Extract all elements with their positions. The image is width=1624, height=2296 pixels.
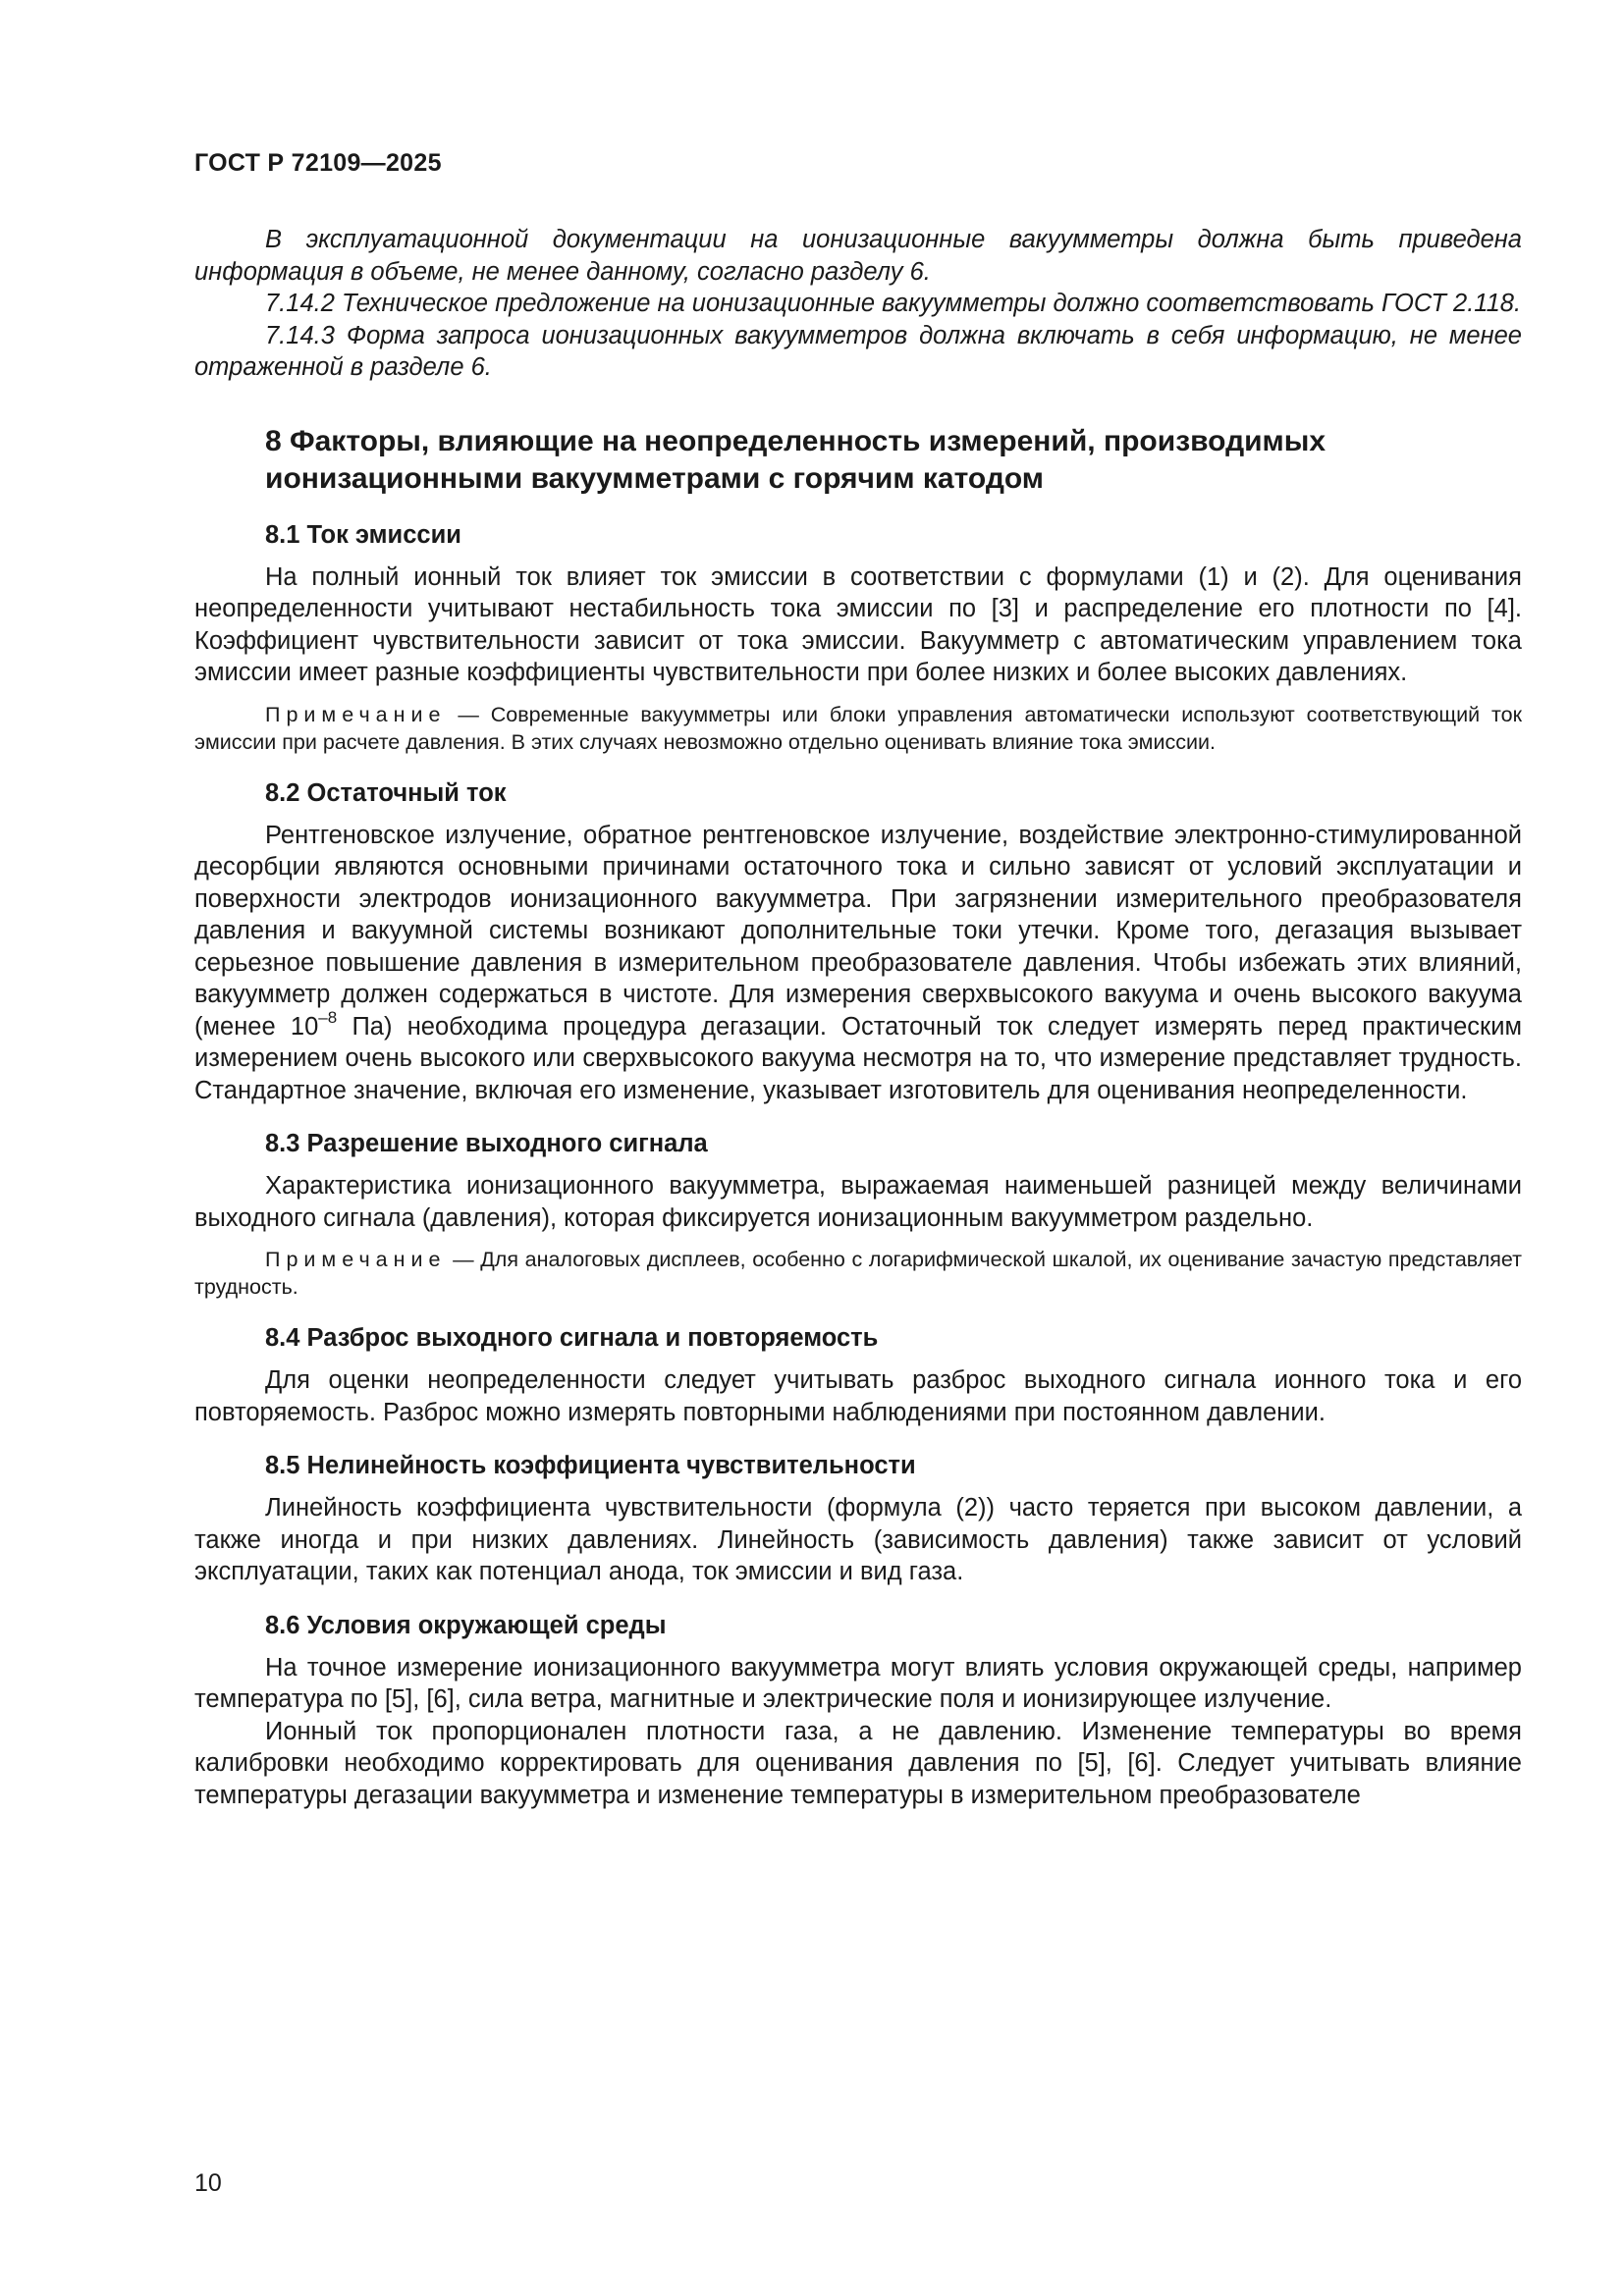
subsection-8-2-paragraph: [194, 820, 1522, 1107]
subsection-8-6-title: 8.6 Условия окружающей среды: [265, 1611, 667, 1639]
section-8-title: 8 Факторы, влияющие на неопределенность измерений, производимых ионизационными вакуумметрами с горячим катодом: [265, 424, 1326, 495]
subsection-8-1-note: [194, 701, 1522, 756]
subsection-8-6-paragraph-1: На точное измерение ионизационного вакуумметра могут влиять условия окружающей среды, например температура по [5], [6], сила ветра, магнитные и электрические поля и ионизирующее излучение.: [194, 1653, 1522, 1713]
subsection-8-6-paragraph-2: Ионный ток пропорционален плотности газа, а не давлению. Изменение температуры во время калибровки необходимо корректировать для оценивания давления по [5], [6]. Следует учитывать влияние температуры дегазации вакуумметра и изменение температуры в измерительном преобразователе: [194, 1717, 1522, 1809]
note-label: Примечание: [265, 702, 447, 726]
subsection-8-5-title: 8.5 Нелинейность коэффициента чувствительности: [265, 1452, 916, 1479]
subsection-8-3-note: [194, 1246, 1522, 1301]
note-label: Примечание: [265, 1248, 447, 1271]
subsection-8-5-paragraph: Линейность коэффициента чувствительности (формула (2)) часто теряется при высоком давлении, а также иногда и при низких давлениях. Линейность (зависимость давления) также зависит от условий эксплуатации, таких как потенциал анода, ток эмиссии и вид газа.: [194, 1494, 1522, 1585]
note-text: — Современные вакуумметры или блоки управления автоматически используют соответствующий ток эмиссии при расчете давления. В этих случаях невозможно отдельно оценивать влияние тока эмиссии.: [194, 702, 1522, 754]
subsection-8-4-title: 8.4 Разброс выходного сигнала и повторяемость: [265, 1324, 879, 1352]
exponent: –8: [318, 1008, 338, 1027]
subsection-8-4-paragraph: Для оценки неопределенности следует учитывать разброс выходного сигнала ионного тока и его повторяемость. Разброс можно измерять повторными наблюдениями при постоянном давлении.: [194, 1366, 1522, 1426]
intro-paragraph-1: В эксплуатационной документации на ионизационные вакуумметры должна быть приведена информация в объеме, не менее данному, согласно разделу 6.: [194, 226, 1522, 286]
page-content: [194, 224, 1522, 1811]
subsection-8-2-title: 8.2 Остаточный ток: [265, 778, 507, 807]
paragraph-part-b: Па) необходима процедура дегазации. Остаточный ток следует измерять перед практическим измерением очень высокого или сверхвысокого вакуума несмотря на то, что измерение представляет трудность. Стандартное значение, включая его изменение, указывает изготовитель для оценивания неопределенности.: [194, 1012, 1522, 1104]
intro-paragraph-3: 7.14.3 Форма запроса ионизационных вакуумметров должна включать в себя информацию, не менее отраженной в разделе 6.: [194, 321, 1522, 381]
paragraph-part-a: Рентгеновское излучение, обратное рентгеновское излучение, воздействие электронно-стимулированной десорбции являются основными причинами остаточного тока и сильно зависят от условий эксплуатации и поверхности электродов ионизационного вакуумметра. При загрязнении измерительного преобразователя давления и вакуумной системы возникают дополнительные токи утечки. Кроме того, дегазация вызывает серьезное повышение давления в измерительном преобразователе давления. Чтобы избежать этих влияний, вакуумметр должен содержаться в чистоте. Для измерения сверхвысокого вакуума и очень высокого вакуума (менее 10: [194, 821, 1522, 1041]
subsection-8-1-title: 8.1 Ток эмиссии: [265, 520, 461, 549]
document-header: ГОСТ Р 72109—2025: [194, 149, 442, 177]
note-text: — Для аналоговых дисплеев, особенно с логарифмической шкалой, их оценивание зачастую представляет трудность.: [194, 1248, 1522, 1299]
subsection-8-3-paragraph: Характеристика ионизационного вакуумметра, выражаемая наименьшей разницей между величинами выходного сигнала (давления), которая фиксируется ионизационным вакуумметром раздельно.: [194, 1172, 1522, 1232]
subsection-8-3-title: 8.3 Разрешение выходного сигнала: [265, 1130, 708, 1157]
page-number: 10: [194, 2169, 222, 2197]
subsection-8-1-paragraph: На полный ионный ток влияет ток эмиссии в соответствии с формулами (1) и (2). Для оценивания неопределенности учитывают нестабильность тока эмиссии по [3] и распределение его плотности по [4]. Коэффициент чувствительности зависит от тока эмиссии. Вакуумметр с автоматическим управлением тока эмиссии имеет разные коэффициенты чувствительности при более низких и более высоких давлениях.: [194, 562, 1522, 686]
intro-paragraph-2: 7.14.2 Техническое предложение на ионизационные вакуумметры должно соответствовать ГОСТ 2.118.: [265, 290, 1522, 317]
